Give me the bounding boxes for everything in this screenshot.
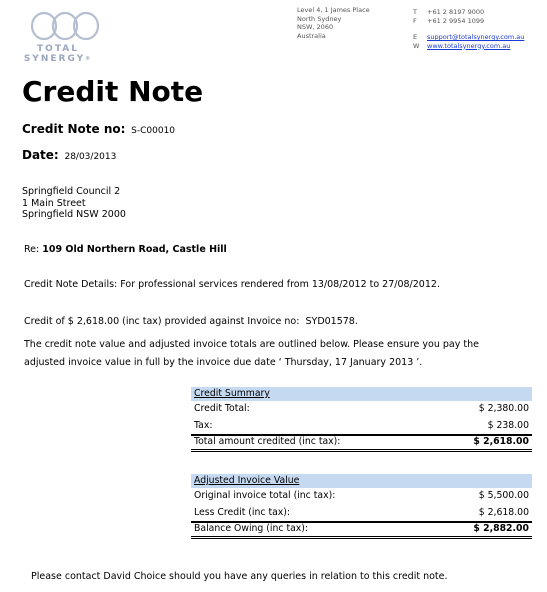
footer-note: Please contact David Choice should you have any queries in relation to this credit note.	[31, 571, 448, 582]
logo-line-2: SYNERGY®	[23, 54, 93, 64]
document-title: Credit Note	[22, 75, 204, 108]
recipient-address	[22, 186, 126, 221]
address-line: Level 4, 1 James Place	[297, 6, 370, 14]
web-line: W www.totalsynergy.com.au	[413, 41, 511, 50]
table-row: Tax: $ 238.00	[191, 418, 532, 436]
email-link[interactable]: support@totalsynergy.com.au	[427, 33, 525, 41]
company-address	[297, 6, 370, 40]
credit-note-number: Credit Note no: S-C00010	[22, 122, 176, 136]
table-row: Less Credit (inc tax): $ 2,618.00	[191, 505, 532, 523]
company-contact	[413, 8, 524, 50]
credit-total-row: Total amount credited (inc tax): $ 2,618.00	[191, 435, 532, 452]
payment-instructions: The credit note value and adjusted invoice totals are outlined below. Please ensure you pay the adjusted invoice value in full by the invoice due date ‘ Thursday, 17 January 2013 ’.	[24, 339, 479, 368]
recipient-line: 1 Main Street	[22, 197, 86, 209]
recipient-line: Springfield NSW 2000	[22, 209, 126, 220]
adjusted-invoice-table	[191, 474, 532, 539]
re-line: Re: 109 Old Northern Road, Castle Hill	[24, 244, 227, 255]
table-row: Original invoice total (inc tax): $ 5,500.00	[194, 490, 529, 501]
address-line: North Sydney	[297, 14, 342, 23]
table-row: Credit Total: $ 2,380.00	[194, 403, 529, 414]
phone-line: T +61 2 8197 9000	[413, 8, 485, 16]
company-logo-text	[18, 44, 98, 64]
logo-line-1: TOTAL	[37, 44, 79, 54]
website-link[interactable]: www.totalsynergy.com.au	[427, 41, 511, 50]
balance-owing-row: Balance Owing (inc tax): $ 2,882.00	[191, 522, 532, 539]
logo-rings-icon	[30, 10, 100, 44]
address-line: NSW, 2060	[297, 23, 334, 31]
email-line: E support@totalsynergy.com.au	[413, 33, 525, 41]
credit-summary-heading: Credit Summary	[191, 387, 532, 401]
credit-line: Credit of $ 2,618.00 (inc tax) provided against Invoice no: SYD01578.	[24, 316, 358, 327]
fax-line: F +61 2 9954 1099	[413, 16, 485, 25]
credit-summary-table	[191, 387, 532, 452]
recipient-line: Springfield Council 2	[22, 186, 121, 197]
adjusted-invoice-heading: Adjusted Invoice Value	[191, 474, 532, 488]
address-line: Australia	[297, 31, 326, 40]
credit-note-details: Credit Note Details: For professional services rendered from 13/08/2012 to 27/08/2012.	[24, 279, 440, 290]
credit-note-date: Date: 28/03/2013	[22, 148, 117, 162]
